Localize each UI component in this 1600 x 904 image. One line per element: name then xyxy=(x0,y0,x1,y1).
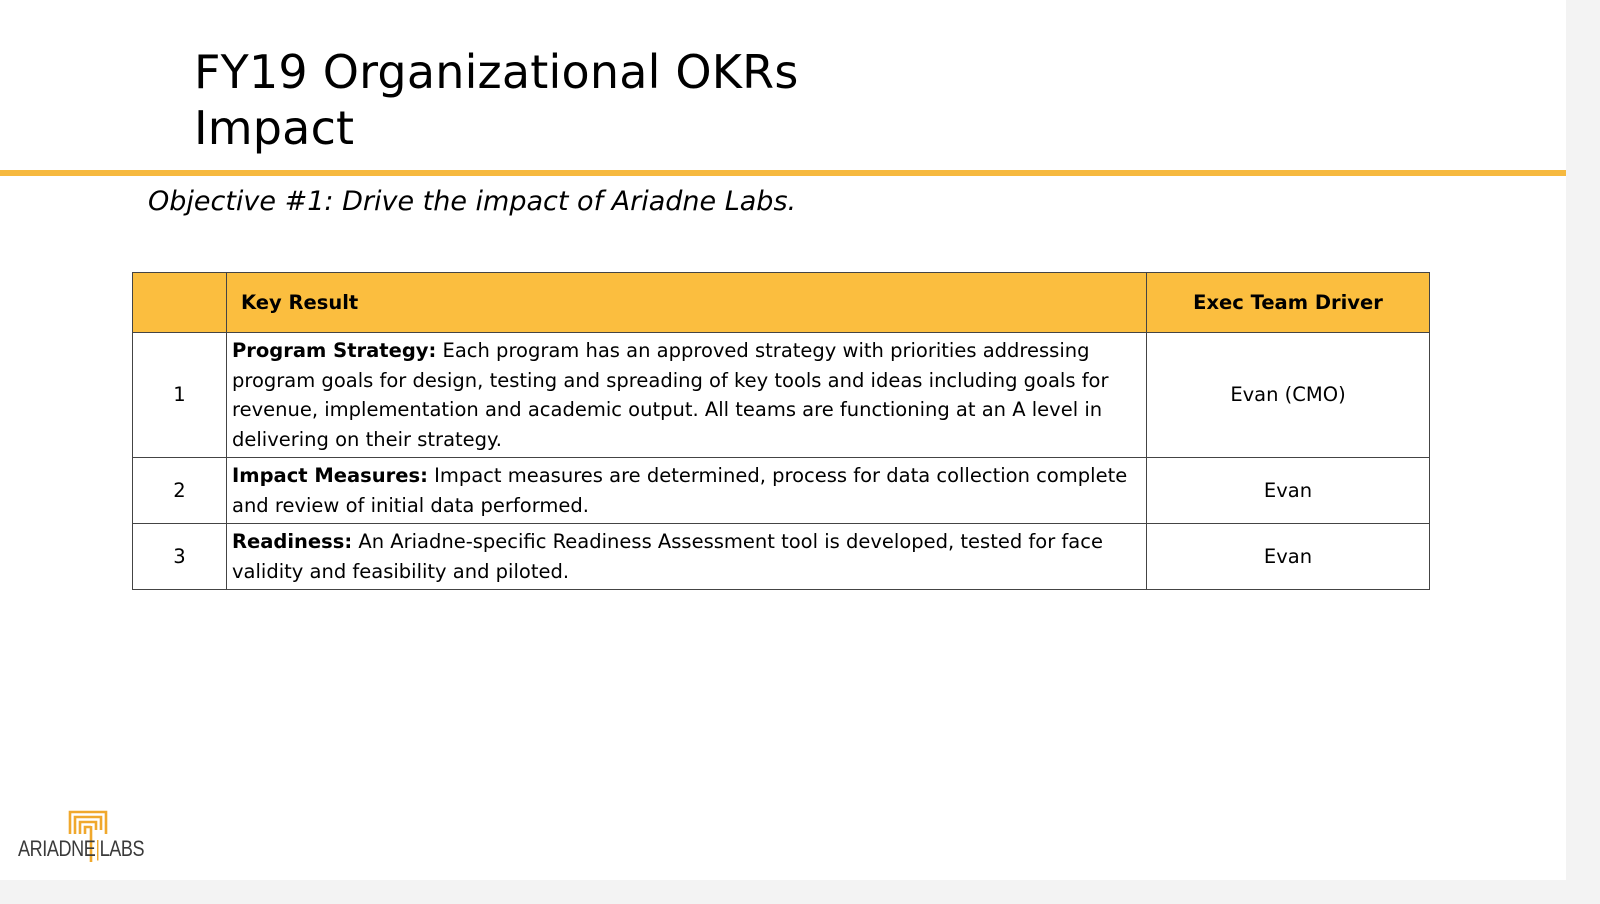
logo-word-labs: LABS xyxy=(99,836,145,861)
table-header-row xyxy=(133,273,1430,333)
row-number: 2 xyxy=(133,458,227,524)
key-result-label: Impact Measures: xyxy=(232,464,428,487)
driver-cell: Evan (CMO) xyxy=(1147,333,1430,458)
key-results-table xyxy=(132,272,1430,590)
slide-title xyxy=(194,44,799,156)
row-number: 3 xyxy=(133,524,227,590)
key-result-label: Readiness: xyxy=(232,530,353,553)
key-result-cell xyxy=(227,458,1147,524)
key-result-text: Each program has an approved strategy with priorities addressing program goals for design, testing and spreading of key tools and ideas including goals for revenue, implementation and academic output. All teams are functioning at an A level in delivering on their strategy. xyxy=(232,339,1109,451)
title-line-1: FY19 Organizational OKRs xyxy=(194,45,799,99)
key-result-cell xyxy=(227,333,1147,458)
driver-cell: Evan xyxy=(1147,524,1430,590)
logo-word-ariadne: ARIADNE xyxy=(18,836,96,861)
key-result-text: Impact measures are determined, process for data collection complete and review of initial data performed. xyxy=(232,464,1128,517)
key-result-cell xyxy=(227,524,1147,590)
row-number: 1 xyxy=(133,333,227,458)
logo-wordmark xyxy=(18,836,144,862)
key-result-label: Program Strategy: xyxy=(232,339,437,362)
header-exec-team-driver: Exec Team Driver xyxy=(1147,273,1430,333)
objective-heading: Objective #1: Drive the impact of Ariadne Labs. xyxy=(148,186,797,217)
table-row xyxy=(133,333,1430,458)
table-row xyxy=(133,458,1430,524)
driver-cell: Evan xyxy=(1147,458,1430,524)
ariadne-labs-logo xyxy=(18,808,148,868)
header-number xyxy=(133,273,227,333)
title-line-2: Impact xyxy=(194,101,355,155)
accent-divider xyxy=(0,170,1566,176)
logo-divider: | xyxy=(95,836,100,861)
key-result-text: An Ariadne-specific Readiness Assessment tool is developed, tested for face validity and feasibility and piloted. xyxy=(232,530,1103,583)
header-key-result: Key Result xyxy=(227,273,1147,333)
table-row xyxy=(133,524,1430,590)
